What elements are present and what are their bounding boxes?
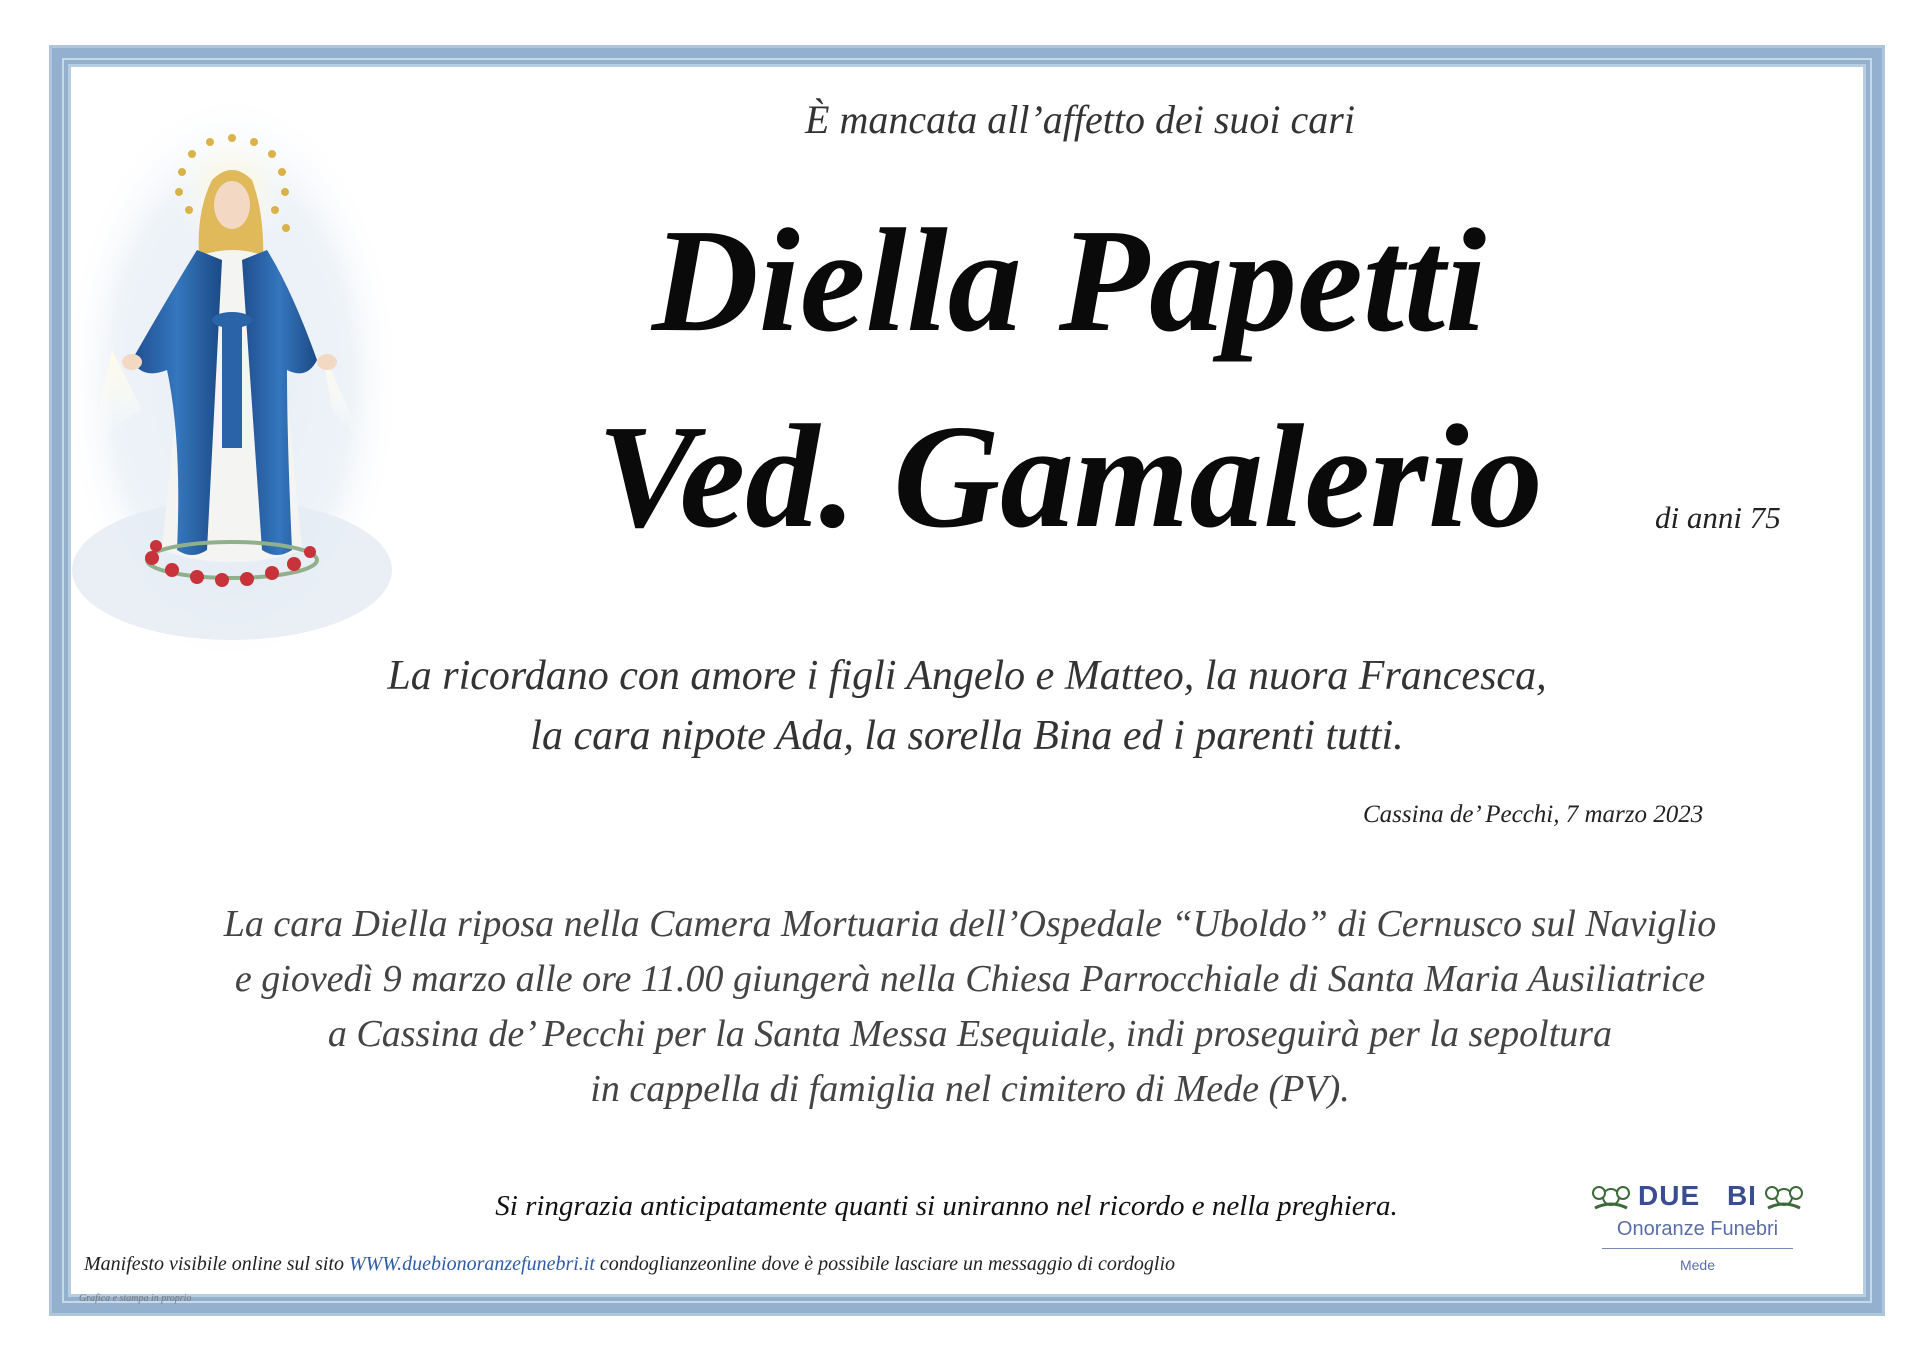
info-line: a Cassina de’ Pecchi per la Santa Messa Esequiale, indi proseguirà per la sepoltura xyxy=(327,1013,1613,1055)
place-date: Cassina de’ Pecchi, 7 marzo 2023 xyxy=(1363,801,1704,828)
age-text: di anni 75 xyxy=(1655,500,1781,535)
thanks-text: Si ringrazia anticipatamente quanti si uniranno nel ricordo e nella preghiera. xyxy=(495,1190,1398,1222)
logo-city: Mede xyxy=(1679,1257,1716,1273)
logo-subtitle: Onoranze Funebri xyxy=(1616,1218,1779,1240)
family-line: la cara nipote Ada, la sorella Bina ed i parenti tutti. xyxy=(530,713,1404,759)
credit-text: Grafica e stampa in proprio xyxy=(79,1293,192,1304)
footer-prefix: Manifesto visibile online sul sito xyxy=(84,1253,349,1275)
info-line: La cara Diella riposa nella Camera Mortuaria dell’Ospedale “Uboldo” di Cernusco sul Naviglio xyxy=(223,903,1717,945)
info-line: in cappella di famiglia nel cimitero di Mede (PV). xyxy=(590,1068,1350,1110)
family-line: La ricordano con amore i figli Angelo e Matteo, la nuora Francesca, xyxy=(387,653,1547,699)
funeral-home-logo xyxy=(1585,1176,1810,1280)
logo-divider xyxy=(1602,1248,1793,1249)
website-link[interactable]: WWW.duebionoranzefunebri.it xyxy=(348,1253,595,1275)
footer-text xyxy=(84,1253,1175,1276)
deceased-married-name: Ved. Gamalerio xyxy=(597,395,1543,559)
intro-text: È mancata all’affetto dei suoi cari xyxy=(805,97,1355,142)
info-line: e giovedì 9 marzo alle ore 11.00 giungerà nella Chiesa Parrocchiale di Santa Maria Ausiliatrice xyxy=(234,958,1706,1000)
logo-title: DUE BI xyxy=(1638,1180,1757,1211)
footer-suffix: condoglianzeonline dove è possibile lasciare un messaggio di cordoglio xyxy=(594,1253,1176,1275)
deceased-name: Diella Papetti xyxy=(651,199,1487,363)
